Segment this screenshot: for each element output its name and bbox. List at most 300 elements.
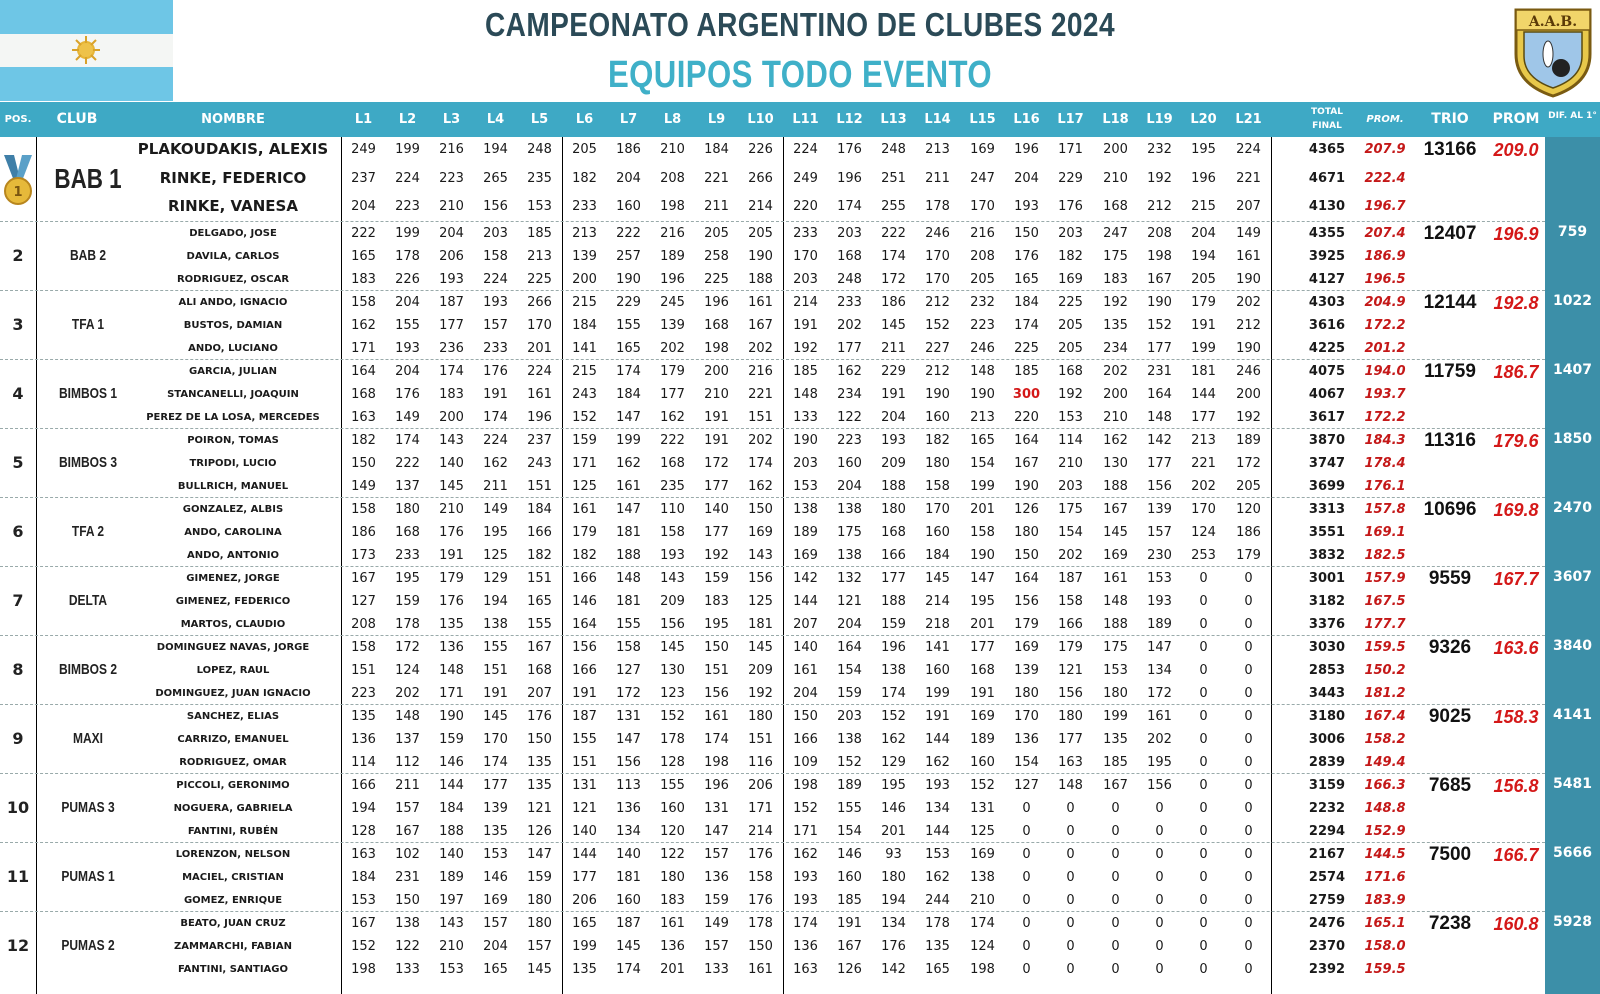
- score-cell: 164: [1014, 433, 1039, 448]
- score-cell: 157: [483, 318, 508, 333]
- score-cell: 121: [527, 801, 552, 816]
- player-total: 3180: [1308, 709, 1346, 724]
- score-cell: 152: [572, 410, 597, 425]
- score-cell: 224: [483, 272, 508, 287]
- score-cell: 211: [483, 479, 508, 494]
- score-cell: 196: [881, 640, 906, 655]
- score-cell: 188: [1103, 617, 1128, 632]
- score-cell: 180: [925, 456, 950, 471]
- score-cell: 165: [351, 249, 376, 264]
- score-cell: 211: [881, 341, 906, 356]
- score-cell: 194: [483, 142, 508, 157]
- score-cell: 184: [572, 318, 597, 333]
- score-cell: 143: [660, 571, 685, 586]
- score-cell: 145: [925, 571, 950, 586]
- score-cell: 159: [395, 594, 420, 609]
- score-cell: 195: [1147, 755, 1172, 770]
- score-cell: 154: [1014, 755, 1039, 770]
- player-total: 3616: [1308, 318, 1346, 333]
- score-cell: 0: [1199, 755, 1208, 770]
- score-cell: 176: [1014, 249, 1039, 264]
- score-cell: 145: [616, 939, 641, 954]
- score-cell: 191: [925, 709, 950, 724]
- score-cell: 171: [748, 801, 773, 816]
- score-cell: 199: [925, 686, 950, 701]
- score-cell: 210: [439, 199, 464, 214]
- score-cell: 195: [970, 594, 995, 609]
- header-dif: DIF. AL 1°: [1548, 111, 1597, 121]
- score-cell: 202: [1103, 364, 1128, 379]
- player-total: 4075: [1308, 364, 1346, 379]
- score-cell: 196: [527, 410, 552, 425]
- score-cell: 182: [572, 548, 597, 563]
- score-cell: 200: [1103, 387, 1128, 402]
- player-total: 3182: [1308, 594, 1346, 609]
- score-cell: 152: [1147, 318, 1172, 333]
- team-difference: 2470: [1553, 500, 1592, 516]
- score-cell: 145: [527, 962, 552, 977]
- score-cell: 156: [1147, 778, 1172, 793]
- score-cell: 161: [572, 502, 597, 517]
- score-cell: 161: [1236, 249, 1261, 264]
- score-cell: 0: [1155, 916, 1164, 931]
- team-position: 7: [12, 590, 24, 610]
- score-cell: 232: [970, 295, 995, 310]
- score-cell: 189: [660, 249, 685, 264]
- score-cell: 164: [572, 617, 597, 632]
- score-cell: 175: [1103, 249, 1128, 264]
- score-cell: 204: [793, 686, 818, 701]
- player-average: 182.5: [1364, 548, 1406, 563]
- score-cell: 198: [704, 755, 729, 770]
- score-cell: 0: [1244, 594, 1253, 609]
- player-name: ANDO, CAROLINA: [184, 527, 282, 538]
- score-cell: 150: [1014, 226, 1039, 241]
- score-cell: 216: [439, 142, 464, 157]
- score-cell: 0: [1199, 571, 1208, 586]
- score-cell: 165: [925, 962, 950, 977]
- score-cell: 147: [616, 410, 641, 425]
- score-cell: 0: [1244, 640, 1253, 655]
- score-cell: 193: [881, 433, 906, 448]
- score-cell: 0: [1244, 962, 1253, 977]
- score-cell: 135: [1103, 732, 1128, 747]
- team-trio-total: 11759: [1424, 361, 1476, 382]
- score-cell: 157: [1147, 525, 1172, 540]
- player-total: 3001: [1308, 571, 1346, 586]
- score-cell: 137: [395, 479, 420, 494]
- score-cell: 190: [439, 709, 464, 724]
- score-cell: 165: [572, 916, 597, 931]
- score-cell: 128: [351, 824, 376, 839]
- score-cell: 156: [660, 617, 685, 632]
- player-total: 3617: [1308, 410, 1346, 425]
- score-cell: 147: [704, 824, 729, 839]
- player-average: 196.7: [1364, 199, 1406, 214]
- score-cell: 167: [527, 640, 552, 655]
- score-cell: 180: [1014, 686, 1039, 701]
- score-cell: 174: [881, 249, 906, 264]
- score-cell: 257: [616, 249, 641, 264]
- score-cell: 138: [970, 870, 995, 885]
- player-average: 176.1: [1364, 479, 1406, 494]
- score-cell: 0: [1155, 824, 1164, 839]
- table-header: [0, 102, 1600, 137]
- score-cell: 136: [660, 939, 685, 954]
- player-name: STANCANELLI, JOAQUIN: [167, 389, 299, 400]
- player-average: 159.5: [1364, 962, 1406, 977]
- score-cell: 218: [925, 617, 950, 632]
- score-cell: 114: [1058, 433, 1083, 448]
- score-cell: 170: [925, 249, 950, 264]
- team-trio-total: 11316: [1424, 430, 1476, 451]
- score-cell: 233: [572, 199, 597, 214]
- score-cell: 157: [704, 939, 729, 954]
- score-cell: 165: [483, 962, 508, 977]
- score-cell: 155: [616, 318, 641, 333]
- score-cell: 156: [1147, 479, 1172, 494]
- player-average: 201.2: [1364, 341, 1406, 356]
- score-cell: 162: [483, 456, 508, 471]
- score-cell: 223: [395, 199, 420, 214]
- player-total: 4355: [1308, 226, 1346, 241]
- score-cell: 200: [439, 410, 464, 425]
- score-cell: 188: [439, 824, 464, 839]
- score-cell: 168: [1103, 199, 1128, 214]
- header-trio: TRIO: [1431, 111, 1469, 127]
- score-cell: 193: [925, 778, 950, 793]
- score-cell: 161: [527, 387, 552, 402]
- score-cell: 0: [1199, 801, 1208, 816]
- player-average: 166.3: [1364, 778, 1406, 793]
- score-cell: 156: [1014, 594, 1039, 609]
- score-cell: 191: [970, 686, 995, 701]
- score-cell: 204: [395, 295, 420, 310]
- score-cell: 206: [748, 778, 773, 793]
- score-cell: 190: [970, 387, 995, 402]
- score-cell: 147: [970, 571, 995, 586]
- score-cell: 204: [351, 199, 376, 214]
- score-cell: 192: [1236, 410, 1261, 425]
- score-cell: 151: [351, 663, 376, 678]
- score-cell: 158: [748, 870, 773, 885]
- score-cell: 186: [616, 142, 641, 157]
- score-cell: 158: [970, 525, 995, 540]
- score-cell: 146: [837, 847, 862, 862]
- score-cell: 0: [1155, 801, 1164, 816]
- player-name: BULLRICH, MANUEL: [177, 481, 289, 492]
- score-cell: 0: [1022, 801, 1031, 816]
- score-cell: 0: [1111, 870, 1120, 885]
- score-cell: 190: [748, 249, 773, 264]
- score-cell: 0: [1111, 916, 1120, 931]
- team-trio-average: 160.8: [1493, 914, 1539, 934]
- score-cell: 204: [1191, 226, 1216, 241]
- score-cell: 210: [1058, 456, 1083, 471]
- score-cell: 210: [660, 142, 685, 157]
- score-cell: 203: [483, 226, 508, 241]
- score-cell: 150: [527, 732, 552, 747]
- score-cell: 0: [1155, 893, 1164, 908]
- score-cell: 187: [572, 709, 597, 724]
- score-cell: 145: [881, 318, 906, 333]
- score-cell: 0: [1244, 870, 1253, 885]
- score-cell: 177: [704, 479, 729, 494]
- player-total: 4225: [1308, 341, 1346, 356]
- score-cell: 183: [439, 387, 464, 402]
- score-cell: 153: [793, 479, 818, 494]
- score-cell: 225: [704, 272, 729, 287]
- player-total: 2476: [1308, 916, 1346, 931]
- player-average: 157.9: [1364, 571, 1406, 586]
- team-trio-total: 12144: [1423, 292, 1477, 313]
- score-cell: 155: [616, 617, 641, 632]
- score-cell: 136: [793, 939, 818, 954]
- score-cell: 134: [616, 824, 641, 839]
- score-cell: 178: [748, 916, 773, 931]
- score-cell: 0: [1022, 893, 1031, 908]
- score-cell: 177: [704, 525, 729, 540]
- score-cell: 177: [1191, 410, 1216, 425]
- medal-number: 1: [13, 185, 23, 200]
- score-cell: 136: [616, 801, 641, 816]
- score-cell: 247: [970, 171, 995, 186]
- header-line-9: L9: [707, 112, 726, 127]
- score-cell: 191: [881, 387, 906, 402]
- player-name: TRIPODI, LUCIO: [189, 458, 277, 469]
- score-cell: 148: [439, 663, 464, 678]
- score-cell: 205: [704, 226, 729, 241]
- score-cell: 243: [527, 456, 552, 471]
- score-cell: 181: [1191, 364, 1216, 379]
- score-cell: 229: [1058, 171, 1083, 186]
- header-line-11: L11: [792, 112, 819, 127]
- score-cell: 149: [704, 916, 729, 931]
- score-cell: 145: [1103, 525, 1128, 540]
- score-cell: 227: [925, 341, 950, 356]
- player-name: DAVILA, CARLOS: [186, 251, 280, 262]
- score-cell: 190: [616, 272, 641, 287]
- player-name: GONZALEZ, ALBIS: [182, 504, 284, 515]
- score-cell: 171: [572, 456, 597, 471]
- score-cell: 168: [837, 249, 862, 264]
- player-name: GARCIA, JULIAN: [189, 366, 277, 377]
- score-cell: 174: [1014, 318, 1039, 333]
- score-cell: 167: [1147, 272, 1172, 287]
- team-trio-average: 163.6: [1493, 638, 1539, 658]
- score-cell: 210: [439, 939, 464, 954]
- score-cell: 160: [925, 410, 950, 425]
- score-cell: 237: [527, 433, 552, 448]
- score-cell: 195: [483, 525, 508, 540]
- score-cell: 134: [881, 916, 906, 931]
- score-cell: 211: [704, 199, 729, 214]
- player-total: 3551: [1308, 525, 1346, 540]
- score-cell: 129: [881, 755, 906, 770]
- score-cell: 209: [660, 594, 685, 609]
- score-cell: 161: [616, 479, 641, 494]
- player-average: 157.8: [1364, 502, 1406, 517]
- player-name: ZAMMARCHI, FABIAN: [174, 941, 292, 952]
- score-cell: 136: [439, 640, 464, 655]
- score-cell: 174: [970, 916, 995, 931]
- header-line-7: L7: [619, 112, 638, 127]
- score-cell: 166: [572, 663, 597, 678]
- player-total: 2759: [1308, 893, 1346, 908]
- score-cell: 196: [704, 778, 729, 793]
- score-cell: 200: [1103, 142, 1128, 157]
- score-cell: 168: [527, 663, 552, 678]
- score-cell: 0: [1022, 916, 1031, 931]
- score-cell: 189: [1236, 433, 1261, 448]
- score-cell: 177: [881, 571, 906, 586]
- page-title: CAMPEONATO ARGENTINO DE CLUBES 2024: [484, 6, 1115, 43]
- score-cell: 0: [1199, 732, 1208, 747]
- score-cell: 0: [1022, 962, 1031, 977]
- team-trio-average: 209.0: [1493, 140, 1539, 160]
- player-name: PLAKOUDAKIS, ALEXIS: [137, 140, 329, 158]
- score-cell: 148: [1147, 410, 1172, 425]
- score-cell: 265: [483, 171, 508, 186]
- score-cell: 160: [616, 893, 641, 908]
- score-cell: 193: [1147, 594, 1172, 609]
- score-cell: 234: [837, 387, 862, 402]
- score-cell: 185: [793, 364, 818, 379]
- player-average: 167.5: [1364, 594, 1406, 609]
- score-cell: 212: [1147, 199, 1172, 214]
- team-trio-average: 167.7: [1493, 569, 1539, 589]
- score-cell: 205: [1236, 479, 1261, 494]
- score-cell: 184: [1014, 295, 1039, 310]
- score-cell: 209: [748, 663, 773, 678]
- score-cell: 220: [793, 199, 818, 214]
- score-cell: 188: [881, 479, 906, 494]
- score-cell: 193: [395, 341, 420, 356]
- player-average: 171.6: [1364, 870, 1406, 885]
- score-cell: 204: [837, 479, 862, 494]
- score-cell: 198: [704, 341, 729, 356]
- score-cell: 192: [748, 686, 773, 701]
- player-total: 4127: [1308, 272, 1346, 287]
- score-cell: 181: [616, 594, 641, 609]
- score-cell: 160: [837, 456, 862, 471]
- score-cell: 182: [1058, 249, 1083, 264]
- player-average: 150.2: [1364, 663, 1406, 678]
- score-cell: 224: [395, 171, 420, 186]
- score-cell: 179: [1236, 548, 1261, 563]
- score-cell: 213: [527, 249, 552, 264]
- score-cell: 180: [660, 870, 685, 885]
- player-average: 193.7: [1364, 387, 1406, 402]
- score-cell: 246: [925, 226, 950, 241]
- score-cell: 180: [527, 893, 552, 908]
- score-cell: 148: [1058, 778, 1083, 793]
- score-cell: 246: [1236, 364, 1261, 379]
- score-cell: 189: [970, 732, 995, 747]
- score-cell: 188: [1103, 479, 1128, 494]
- player-total: 3747: [1308, 456, 1346, 471]
- score-cell: 0: [1199, 663, 1208, 678]
- score-cell: 214: [793, 295, 818, 310]
- team-difference: 3607: [1553, 569, 1592, 585]
- score-cell: 0: [1155, 962, 1164, 977]
- score-cell: 158: [483, 249, 508, 264]
- header-line-19: L19: [1146, 112, 1173, 127]
- score-cell: 140: [793, 640, 818, 655]
- score-cell: 198: [660, 199, 685, 214]
- team-trio-total: 10696: [1423, 499, 1477, 520]
- score-cell: 172: [395, 640, 420, 655]
- header-line-3: L3: [442, 112, 461, 127]
- score-cell: 177: [483, 778, 508, 793]
- score-cell: 144: [572, 847, 597, 862]
- team-club: BIMBOS 3: [58, 453, 117, 471]
- score-cell: 175: [837, 525, 862, 540]
- score-cell: 157: [527, 939, 552, 954]
- team-position: 3: [12, 314, 24, 334]
- score-cell: 190: [1014, 479, 1039, 494]
- score-cell: 165: [527, 594, 552, 609]
- score-cell: 167: [1103, 502, 1128, 517]
- score-cell: 163: [1058, 755, 1083, 770]
- header-line-18: L18: [1102, 112, 1129, 127]
- player-name: MARTOS, CLAUDIO: [180, 619, 286, 630]
- score-cell: 192: [1147, 171, 1172, 186]
- score-cell: 132: [837, 571, 862, 586]
- score-cell: 174: [395, 433, 420, 448]
- score-cell: 136: [1014, 732, 1039, 747]
- player-name: RODRIGUEZ, OSCAR: [176, 274, 290, 285]
- score-cell: 186: [351, 525, 376, 540]
- score-cell: 0: [1066, 916, 1075, 931]
- team-trio-total: 9025: [1428, 706, 1472, 727]
- player-total: 3699: [1308, 479, 1346, 494]
- score-cell: 222: [616, 226, 641, 241]
- score-cell: 0: [1111, 801, 1120, 816]
- score-cell: 131: [704, 801, 729, 816]
- score-cell: 171: [793, 824, 818, 839]
- team-trio-average: 156.8: [1493, 776, 1539, 796]
- score-cell: 199: [572, 939, 597, 954]
- score-cell: 167: [351, 571, 376, 586]
- player-average: 207.9: [1364, 142, 1406, 157]
- score-cell: 222: [351, 226, 376, 241]
- player-total: 2370: [1308, 939, 1346, 954]
- score-cell: 137: [395, 732, 420, 747]
- score-cell: 202: [837, 318, 862, 333]
- score-cell: 151: [483, 663, 508, 678]
- score-cell: 166: [572, 571, 597, 586]
- score-cell: 0: [1155, 870, 1164, 885]
- score-cell: 148: [395, 709, 420, 724]
- score-cell: 205: [1191, 272, 1216, 287]
- score-cell: 202: [1147, 732, 1172, 747]
- score-cell: 159: [881, 617, 906, 632]
- score-cell: 163: [351, 410, 376, 425]
- score-cell: 0: [1199, 640, 1208, 655]
- score-cell: 189: [439, 870, 464, 885]
- team-club: TFA 1: [71, 315, 105, 333]
- score-cell: 188: [748, 272, 773, 287]
- score-cell: 0: [1199, 962, 1208, 977]
- score-cell: 140: [704, 502, 729, 517]
- score-cell: 171: [351, 341, 376, 356]
- score-cell: 169: [1058, 272, 1083, 287]
- score-cell: 182: [351, 433, 376, 448]
- score-cell: 186: [1236, 525, 1261, 540]
- score-cell: 0: [1066, 870, 1075, 885]
- score-cell: 122: [660, 847, 685, 862]
